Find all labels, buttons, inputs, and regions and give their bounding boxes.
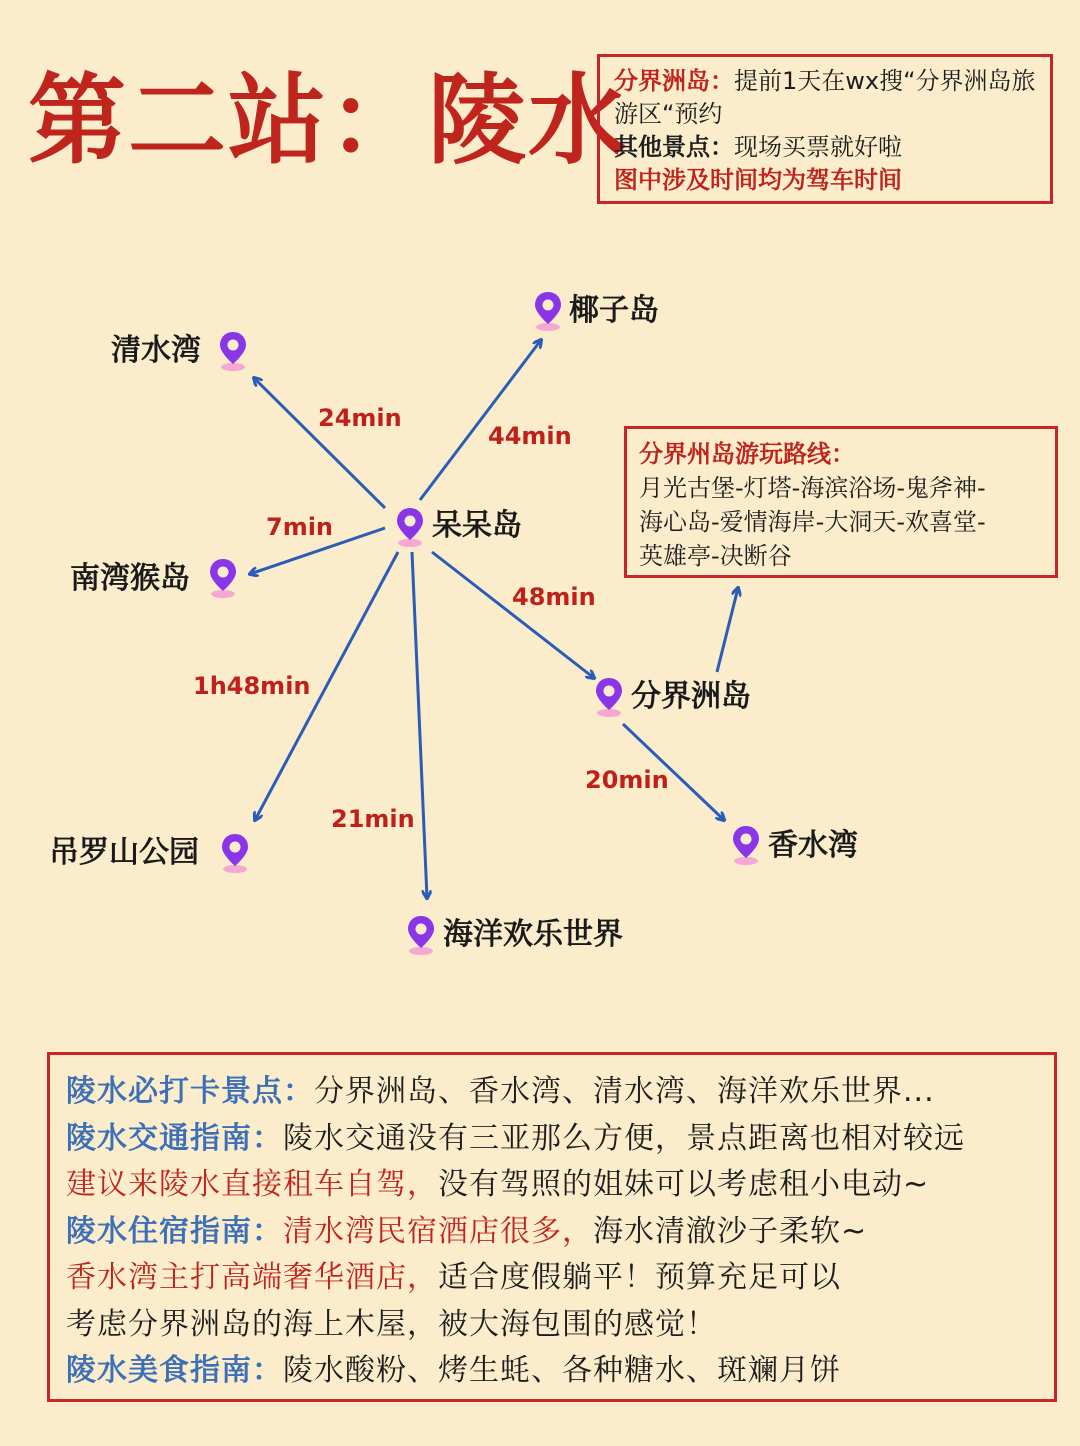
tip-label-fenjiezhou: 分界洲岛： [614, 67, 734, 95]
place-nanwanhoudao: 南湾猴岛 [70, 561, 190, 596]
guide-stay-label: 陵水住宿指南： [66, 1213, 283, 1249]
place-yezidao: 椰子岛 [569, 293, 659, 328]
page-title: 第二站：陵水 [28, 64, 629, 178]
guide-stay-3: 考虑分界洲岛的海上木屋，被大海包围的感觉！ [66, 1306, 717, 1342]
guide-spots-label: 陵水必打卡景点： [66, 1074, 314, 1109]
guide-traffic-label: 陵水交通指南： [66, 1120, 283, 1156]
guide-food-text: 陵水酸粉、烤生蚝、各种糖水、斑斓月饼 [283, 1353, 841, 1388]
tip-line-3: 图中涉及时间均为驾车时间 [614, 166, 902, 194]
duration-yezidao: 44min [488, 422, 572, 450]
arrow-to-fenjiezhou [432, 552, 594, 678]
arrow-to-route-box [717, 588, 738, 672]
guide-stay-text: 海水清澈沙子柔软~ [593, 1213, 868, 1249]
tip-text-other: 现场买票就好啦 [734, 133, 902, 161]
duration-nanwanhoudao: 7min [266, 513, 334, 541]
place-center: 呆呆岛 [432, 508, 522, 543]
duration-haiyang: 21min [331, 805, 415, 833]
guide-traffic-advice [66, 1162, 1044, 1209]
guide-traffic-text: 陵水交通没有三亚那么方便，景点距离也相对较远 [283, 1120, 965, 1156]
guide-spots-text: 分界洲岛、香水湾、清水湾、海洋欢乐世界... [314, 1074, 935, 1109]
route-box [624, 426, 1058, 578]
place-haiyang: 海洋欢乐世界 [443, 917, 623, 952]
guide-stay2-text: 适合度假躺平！预算充足可以 [438, 1260, 841, 1295]
guide-food-label: 陵水美食指南： [66, 1353, 283, 1388]
place-fenjiezhou: 分界洲岛 [631, 679, 751, 714]
yezidao-pin-icon [533, 290, 563, 332]
duration-diaoluoshan: 1h48min [193, 672, 311, 700]
fenjiezhou-pin-icon [594, 676, 624, 718]
duration-qingshuiwan: 24min [318, 404, 402, 432]
arrow-to-yezidao [420, 340, 541, 500]
guide-traffic-advice-text: 没有驾照的姐妹可以考虑租小电动~ [438, 1167, 930, 1202]
guide-stay2-red: 香水湾主打高端奢华酒店， [66, 1260, 438, 1295]
guide-stay [66, 1209, 1044, 1256]
xiangshuiwan-pin-icon [731, 824, 761, 866]
arrow-to-qingshuiwan [254, 378, 385, 508]
qingshuiwan-pin-icon [218, 330, 248, 372]
center-pin-icon [395, 506, 425, 548]
route-line-3: 英雄亭-决断谷 [639, 542, 792, 570]
guide-traffic-advice-red: 建议来陵水直接租车自驾， [66, 1167, 438, 1202]
place-xiangshuiwan: 香水湾 [768, 828, 858, 863]
guide-stay-red: 清水湾民宿酒店很多， [283, 1213, 593, 1249]
nanwanhoudao-pin-icon [208, 557, 238, 599]
haiyang-pin-icon [406, 914, 436, 956]
guide-stay-2 [66, 1255, 1044, 1302]
guide-traffic [66, 1116, 1044, 1163]
tip-text-fenjiezhou: 提前1天在wx搜“分界洲岛旅游区“预约 [614, 67, 1036, 128]
arrow-to-haiyang [412, 552, 427, 898]
diaoluoshan-pin-icon [220, 832, 250, 874]
place-diaoluoshan: 吊罗山公园 [49, 835, 199, 870]
route-line-1: 月光古堡-灯塔-海滨浴场-鬼斧神- [639, 474, 986, 502]
guide-food [66, 1348, 1044, 1395]
route-title: 分界州岛游玩路线： [639, 440, 855, 468]
duration-fenjiezhou: 48min [512, 583, 596, 611]
duration-xiangshuiwan: 20min [585, 766, 669, 794]
guide-spots [66, 1069, 1044, 1116]
guide-box [47, 1052, 1057, 1402]
tip-label-other: 其他景点： [614, 133, 734, 161]
route-line-2: 海心岛-爱情海岸-大洞天-欢喜堂- [639, 508, 986, 536]
place-qingshuiwan: 清水湾 [111, 333, 201, 368]
